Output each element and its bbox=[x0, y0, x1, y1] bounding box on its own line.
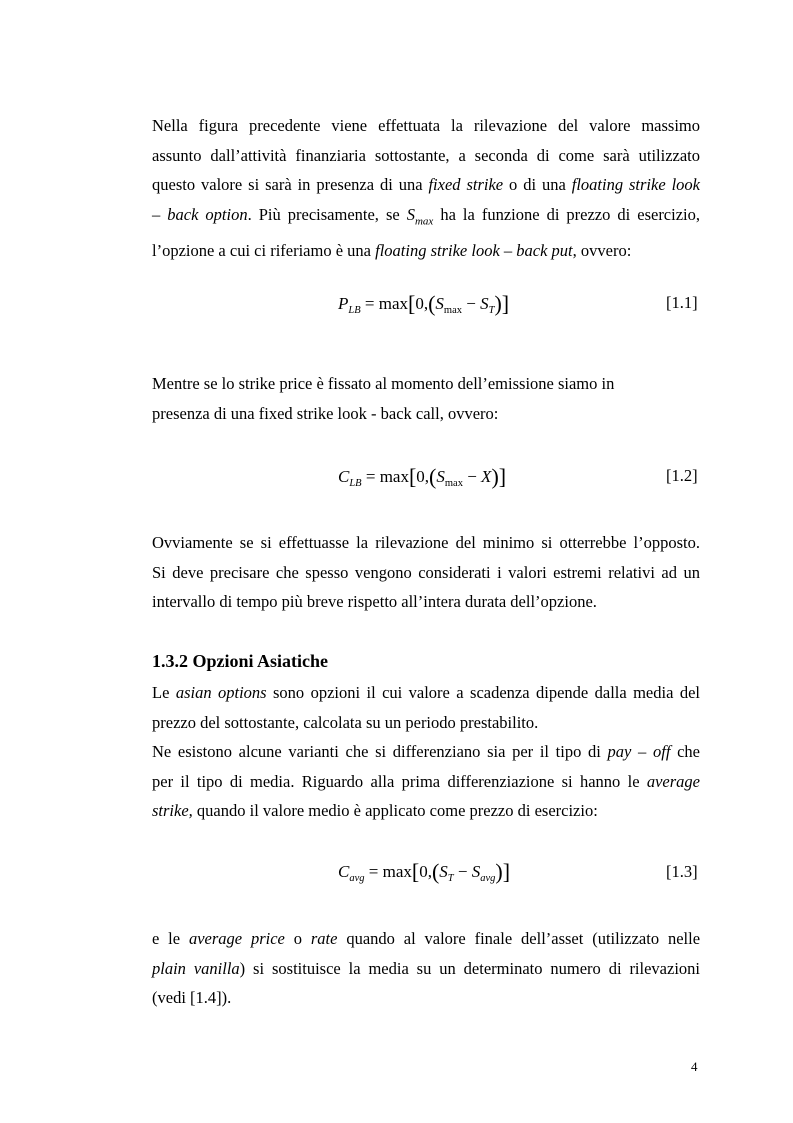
text-line: Le asian options sono opzioni il cui valore a scadenza dipende dalla media del bbox=[152, 683, 700, 702]
text-line: Ovviamente se si effettuasse la rilevazione del minimo si otterrebbe l’opposto. bbox=[152, 533, 700, 552]
equation-number: [1.3] bbox=[666, 862, 698, 881]
equation-1-3: $C_{avg} = \max[0,(S_T - S_{avg})]$ bbox=[338, 859, 511, 884]
equation-number: [1.2] bbox=[666, 466, 698, 485]
text-line: prezzo del sottostante, calcolata su un periodo prestabilito. bbox=[152, 712, 539, 732]
text-line: plain vanilla) si sostituisce la media su un determinato numero di rilevazioni bbox=[152, 958, 700, 978]
text-line: Nella figura precedente viene effettuata la rilevazione del valore massimo bbox=[152, 116, 700, 135]
section-heading: 1.3.2 Opzioni Asiatiche bbox=[152, 651, 329, 671]
text-line: l’opzione a cui ci riferiamo è una floating strike look – back put, ovvero: bbox=[152, 241, 632, 261]
text-line: presenza di una fixed strike look - back call, ovvero: bbox=[152, 403, 499, 423]
text-line: Mentre se lo strike price è fissato al momento dell’emissione siamo in bbox=[152, 374, 615, 393]
text-line: – back option. Più precisamente, se $S_{max}$ ha la funzione di prezzo di esercizio, bbox=[152, 204, 700, 227]
equation-1-1: $P_{LB} = \max[0,(S_{max} - S_T)]$ bbox=[338, 291, 510, 316]
text-line: (vedi [1.4]). bbox=[152, 988, 232, 1007]
page-number: 4 bbox=[691, 1059, 698, 1074]
paragraph-fixed-strike bbox=[152, 369, 700, 428]
paragraph-minimum bbox=[152, 528, 700, 617]
paragraph-asian-options bbox=[152, 678, 700, 826]
text-line: Ne esistono alcune varianti che si differenziano sia per il tipo di pay – off che bbox=[152, 742, 700, 761]
text-line: e le average price o rate quando al valore finale dell’asset (utilizzato nelle bbox=[152, 929, 701, 948]
text-line: Si deve precisare che spesso vengono considerati i valori estremi relativi ad un bbox=[152, 562, 700, 582]
text-line: strike, quando il valore medio è applicato come prezzo di esercizio: bbox=[152, 801, 598, 820]
paragraph-intro bbox=[152, 111, 700, 266]
text-line: assunto dall’attività finanziaria sottostante, a seconda di come sarà utilizzato bbox=[152, 145, 700, 165]
text-line: per il tipo di media. Riguardo alla prima differenziazione si hanno le average bbox=[152, 771, 700, 791]
equation-number: [1.1] bbox=[666, 293, 698, 312]
text-line: questo valore si sarà in presenza di una fixed strike o di una floating strike look bbox=[152, 175, 700, 194]
paragraph-average-price bbox=[152, 924, 700, 1013]
text-line: intervallo di tempo più breve rispetto all’intera durata dell’opzione. bbox=[152, 592, 597, 611]
equation-1-2: $C_{LB} = \max[0,(S_{max} - X)]$ bbox=[338, 464, 507, 489]
